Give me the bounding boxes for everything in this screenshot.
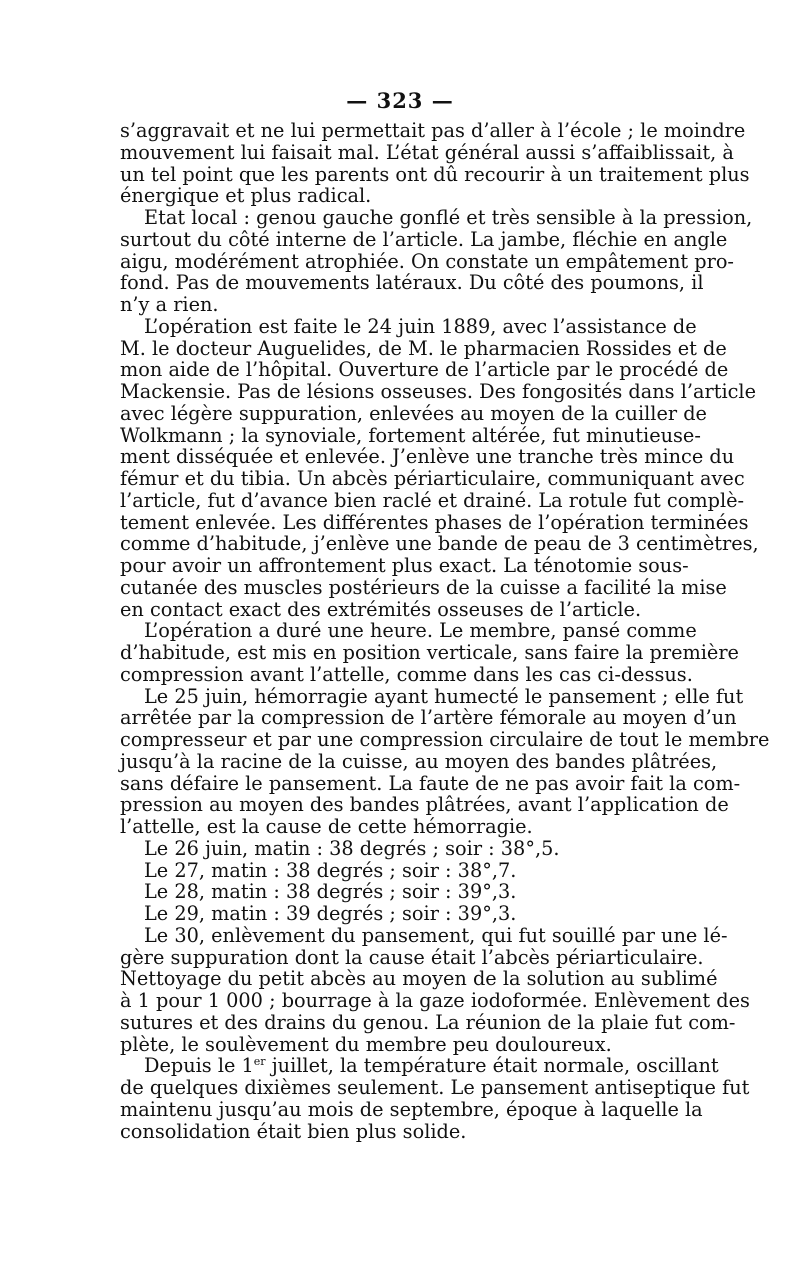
paragraph bbox=[120, 206, 753, 316]
text-line: sutures et des drains du genou. La réunion de la plaie fut com- bbox=[120, 1010, 736, 1034]
text-line: plète, le soulèvement du membre peu douloureux. bbox=[120, 1032, 612, 1056]
temperature-entry bbox=[120, 903, 676, 925]
text-line: pression au moyen des bandes plâtrées, avant l’application de bbox=[120, 793, 729, 817]
text-line: fémur et du tibia. Un abcès périarticulaire, communiquant avec bbox=[120, 467, 745, 490]
text-line: avec légère suppuration, enlevées au moyen de la cuiller de bbox=[120, 401, 707, 425]
text-line: L’opération est faite le 24 juin 1889, avec l’assistance de bbox=[144, 314, 697, 338]
text-line: consolidation était bien plus solide. bbox=[120, 1119, 467, 1143]
ordinal-superscript: er bbox=[253, 1055, 266, 1069]
text-line: aigu, modérément atrophiée. On constate un empâtement pro- bbox=[120, 249, 734, 273]
text-line: à 1 pour 1 000 ; bourrage à la gaze iodoformée. Enlèvement des bbox=[120, 989, 750, 1012]
text-line: Le 29, matin : 39 degrés ; soir : 39°,3. bbox=[144, 902, 517, 925]
temperature-entry bbox=[120, 838, 676, 860]
text-line: Etat local : genou gauche gonflé et très sensible à la pression, bbox=[144, 206, 753, 229]
text-line: n’y a rien. bbox=[120, 293, 219, 316]
text-line: sans défaire le pansement. La faute de ne pas avoir fait la com- bbox=[120, 771, 741, 795]
text-line: en contact exact des extrémités osseuses de l’article. bbox=[120, 597, 642, 621]
text-line bbox=[120, 1054, 719, 1078]
text-line: ment disséquée et enlevée. J’enlève une tranche très mince du bbox=[120, 445, 735, 469]
temperature-entry bbox=[120, 860, 676, 882]
paragraph bbox=[120, 119, 750, 208]
paragraph bbox=[120, 923, 750, 1056]
text-line: tement enlevée. Les différentes phases de l’opération terminées bbox=[120, 510, 749, 534]
text-line: maintenu jusqu’au mois de septembre, époque à laquelle la bbox=[120, 1097, 703, 1121]
text-line: Wolkmann ; la synoviale, fortement altérée, fut minutieuse- bbox=[120, 423, 701, 447]
text-line: s’aggravait et ne lui permettait pas d’aller à l’école ; le moindre bbox=[120, 119, 746, 142]
paragraph bbox=[120, 1054, 750, 1143]
page-number: — 323 — bbox=[346, 88, 454, 113]
text-line: d’habitude, est mis en position verticale, sans faire la première bbox=[120, 641, 739, 664]
text-line: l’article, fut d’avance bien raclé et drainé. La rotule fut complè- bbox=[120, 488, 745, 512]
text-line: arrêtée par la compression de l’artère fémorale au moyen d’un bbox=[120, 706, 737, 730]
text-line: pour avoir un affrontement plus exact. La ténotomie sous- bbox=[120, 554, 689, 577]
paragraph bbox=[120, 314, 759, 621]
text-line: un tel point que les parents ont dû recourir à un traitement plus bbox=[120, 162, 750, 186]
text-line: gère suppuration dont la cause était l’abcès périarticulaire. bbox=[120, 945, 704, 969]
temperature-entry bbox=[120, 881, 676, 903]
text-fragment: juillet, la température était normale, oscillant bbox=[265, 1054, 719, 1078]
text-line: l’attelle, est la cause de cette hémorragie. bbox=[120, 815, 533, 838]
text-line: surtout du côté interne de l’article. La jambe, fléchie en angle bbox=[120, 227, 728, 251]
text-line: Mackensie. Pas de lésions osseuses. Des fongosités dans l’article bbox=[120, 380, 756, 403]
body-text bbox=[120, 119, 770, 1143]
paragraph bbox=[120, 619, 739, 686]
text-line: Le 27, matin : 38 degrés ; soir : 38°,7. bbox=[144, 858, 517, 882]
text-line: compresseur et par une compression circulaire de tout le membre bbox=[120, 728, 770, 751]
text-line: énergique et plus radical. bbox=[120, 184, 372, 208]
text-line: Le 26 juin, matin : 38 degrés ; soir : 38°,5. bbox=[144, 836, 560, 860]
text-line: Nettoyage du petit abcès au moyen de la solution au sublimé bbox=[120, 967, 718, 991]
text-line: M. le docteur Auguelides, de M. le pharmacien Rossides et de bbox=[120, 336, 727, 360]
text-line: Le 28, matin : 38 degrés ; soir : 39°,3. bbox=[144, 880, 517, 904]
text-line: Le 30, enlèvement du pansement, qui fut souillé par une lé- bbox=[144, 923, 728, 947]
text-line: cutanée des muscles postérieurs de la cuisse a facilité la mise bbox=[120, 575, 727, 599]
text-line: fond. Pas de mouvements latéraux. Du côté des poumons, il bbox=[120, 271, 704, 295]
text-fragment: Depuis le 1 bbox=[144, 1054, 254, 1078]
text-line: compression avant l’attelle, comme dans les cas ci-dessus. bbox=[120, 662, 693, 686]
text-line: de quelques dixièmes seulement. Le pansement antiseptique fut bbox=[120, 1076, 750, 1099]
paragraph bbox=[120, 684, 770, 838]
text-line: L’opération a duré une heure. Le membre, pansé comme bbox=[144, 619, 697, 643]
text-line: mouvement lui faisait mal. L’état général aussi s’affaiblissait, à bbox=[120, 140, 734, 164]
text-line: Le 25 juin, hémorragie ayant humecté le pansement ; elle fut bbox=[144, 684, 744, 708]
text-line: mon aide de l’hôpital. Ouverture de l’article par le procédé de bbox=[120, 358, 729, 382]
text-line: jusqu’à la racine de la cuisse, au moyen des bandes plâtrées, bbox=[120, 749, 718, 773]
text-line: comme d’habitude, j’enlève une bande de peau de 3 centimètres, bbox=[120, 532, 759, 556]
